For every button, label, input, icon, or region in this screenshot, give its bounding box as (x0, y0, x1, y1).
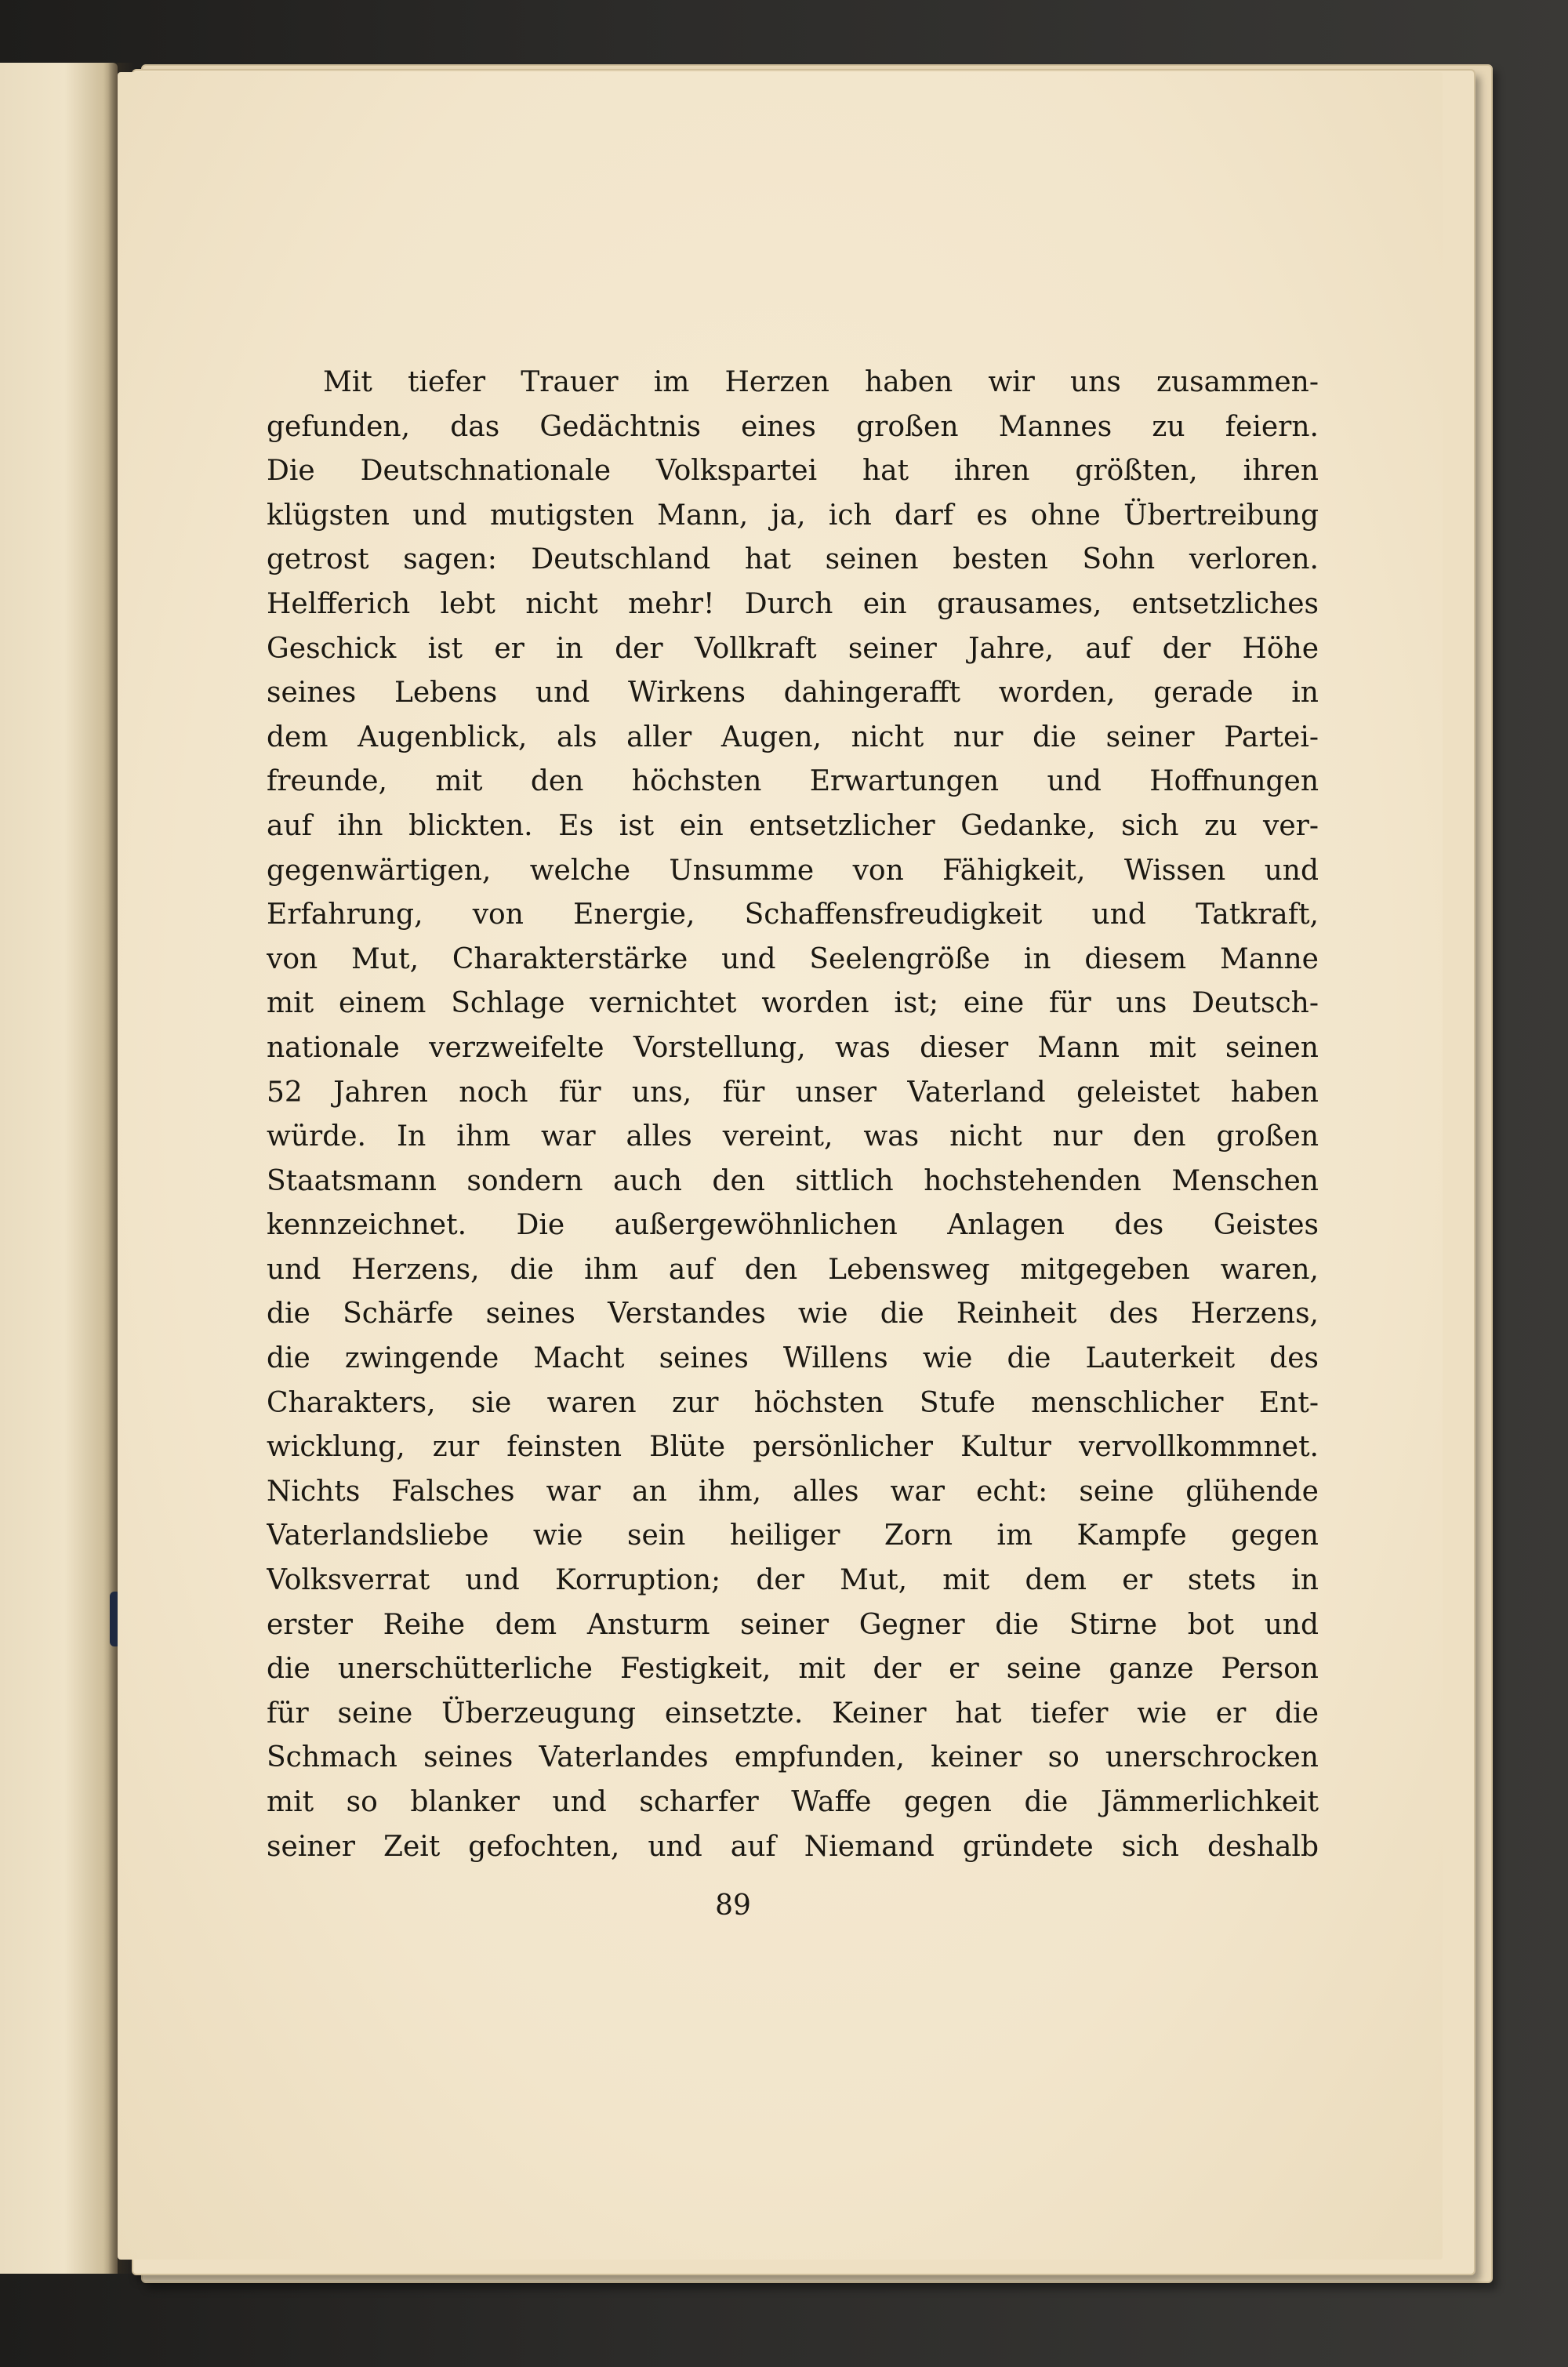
text-line: freunde, mit den höchsten Erwartungen und Hoffnungen (267, 765, 1319, 798)
page-number: 89 (715, 1890, 751, 1922)
text-line: Erfahrung, von Energie, Schaffensfreudigkeit und Tatkraft, (267, 899, 1319, 931)
text-line: die zwingende Macht seines Willens wie die Lauterkeit des (267, 1342, 1319, 1375)
text-line: Charakters, sie waren zur höchsten Stufe menschlicher Ent- (267, 1386, 1319, 1419)
text-line: klügsten und mutigsten Mann, ja, ich darf es ohne Übertreibung (267, 499, 1319, 532)
text-line: die unerschütterliche Festigkeit, mit der er seine ganze Person (267, 1653, 1319, 1686)
text-line: gefunden, das Gedächtnis eines großen Mannes zu feiern. (267, 410, 1319, 443)
text-line: seiner Zeit gefochten, und auf Niemand gründete sich deshalb (267, 1830, 1319, 1863)
text-line: die Schärfe seines Verstandes wie die Reinheit des Herzens, (267, 1298, 1319, 1331)
text-line: würde. In ihm war alles vereint, was nicht nur den großen (267, 1120, 1319, 1153)
text-line: 52 Jahren noch für uns, für unser Vaterland geleistet haben (267, 1076, 1319, 1109)
text-line: erster Reihe dem Ansturm seiner Gegner die Stirne bot und (267, 1608, 1319, 1641)
text-line: Helfferich lebt nicht mehr! Durch ein grausames, entsetzliches (267, 587, 1319, 620)
text-line: mit einem Schlage vernichtet worden ist; eine für uns Deutsch- (267, 987, 1319, 1020)
text-line: getrost sagen: Deutschland hat seinen besten Sohn verloren. (267, 543, 1319, 576)
text-line: Schmach seines Vaterlandes empfunden, keiner so unerschrocken (267, 1741, 1319, 1774)
text-line: und Herzens, die ihm auf den Lebensweg mitgegeben waren, (267, 1253, 1319, 1286)
text-line: Volksverrat und Korruption; der Mut, mit dem er stets in (267, 1564, 1319, 1597)
text-line: Geschick ist er in der Vollkraft seiner Jahre, auf der Höhe (267, 632, 1319, 665)
text-line: nationale verzweifelte Vorstellung, was dieser Mann mit seinen (267, 1031, 1319, 1064)
text-line: Mit tiefer Trauer im Herzen haben wir uns zusammen- (323, 366, 1319, 398)
text-line: seines Lebens und Wirkens dahingerafft worden, gerade in (267, 677, 1319, 710)
text-line: mit so blanker und scharfer Waffe gegen die Jämmerlichkeit (267, 1786, 1319, 1818)
text-line: Nichts Falsches war an ihm, alles war echt: seine glühende (267, 1475, 1319, 1508)
text-line: gegenwärtigen, welche Unsumme von Fähigkeit, Wissen und (267, 854, 1319, 887)
text-line: Die Deutschnationale Volkspartei hat ihren größten, ihren (267, 455, 1319, 488)
body-text (267, 361, 1319, 1869)
book-page (118, 72, 1443, 2260)
text-line: wicklung, zur feinsten Blüte persönlicher Kultur vervollkommnet. (267, 1431, 1319, 1464)
text-line: auf ihn blickten. Es ist ein entsetzlicher Gedanke, sich zu ver- (267, 809, 1319, 842)
text-line: dem Augenblick, als aller Augen, nicht nur die seiner Partei- (267, 721, 1319, 753)
text-line: kennzeichnet. Die außergewöhnlichen Anlagen des Geistes (267, 1209, 1319, 1242)
text-line: Staatsmann sondern auch den sittlich hochstehenden Menschen (267, 1164, 1319, 1197)
facing-page-edge (0, 63, 118, 2274)
text-line: Vaterlandsliebe wie sein heiliger Zorn im Kampfe gegen (267, 1519, 1319, 1552)
text-line: von Mut, Charakterstärke und Seelengröße in diesem Manne (267, 942, 1319, 975)
text-line: für seine Überzeugung einsetzte. Keiner hat tiefer wie er die (267, 1697, 1319, 1730)
